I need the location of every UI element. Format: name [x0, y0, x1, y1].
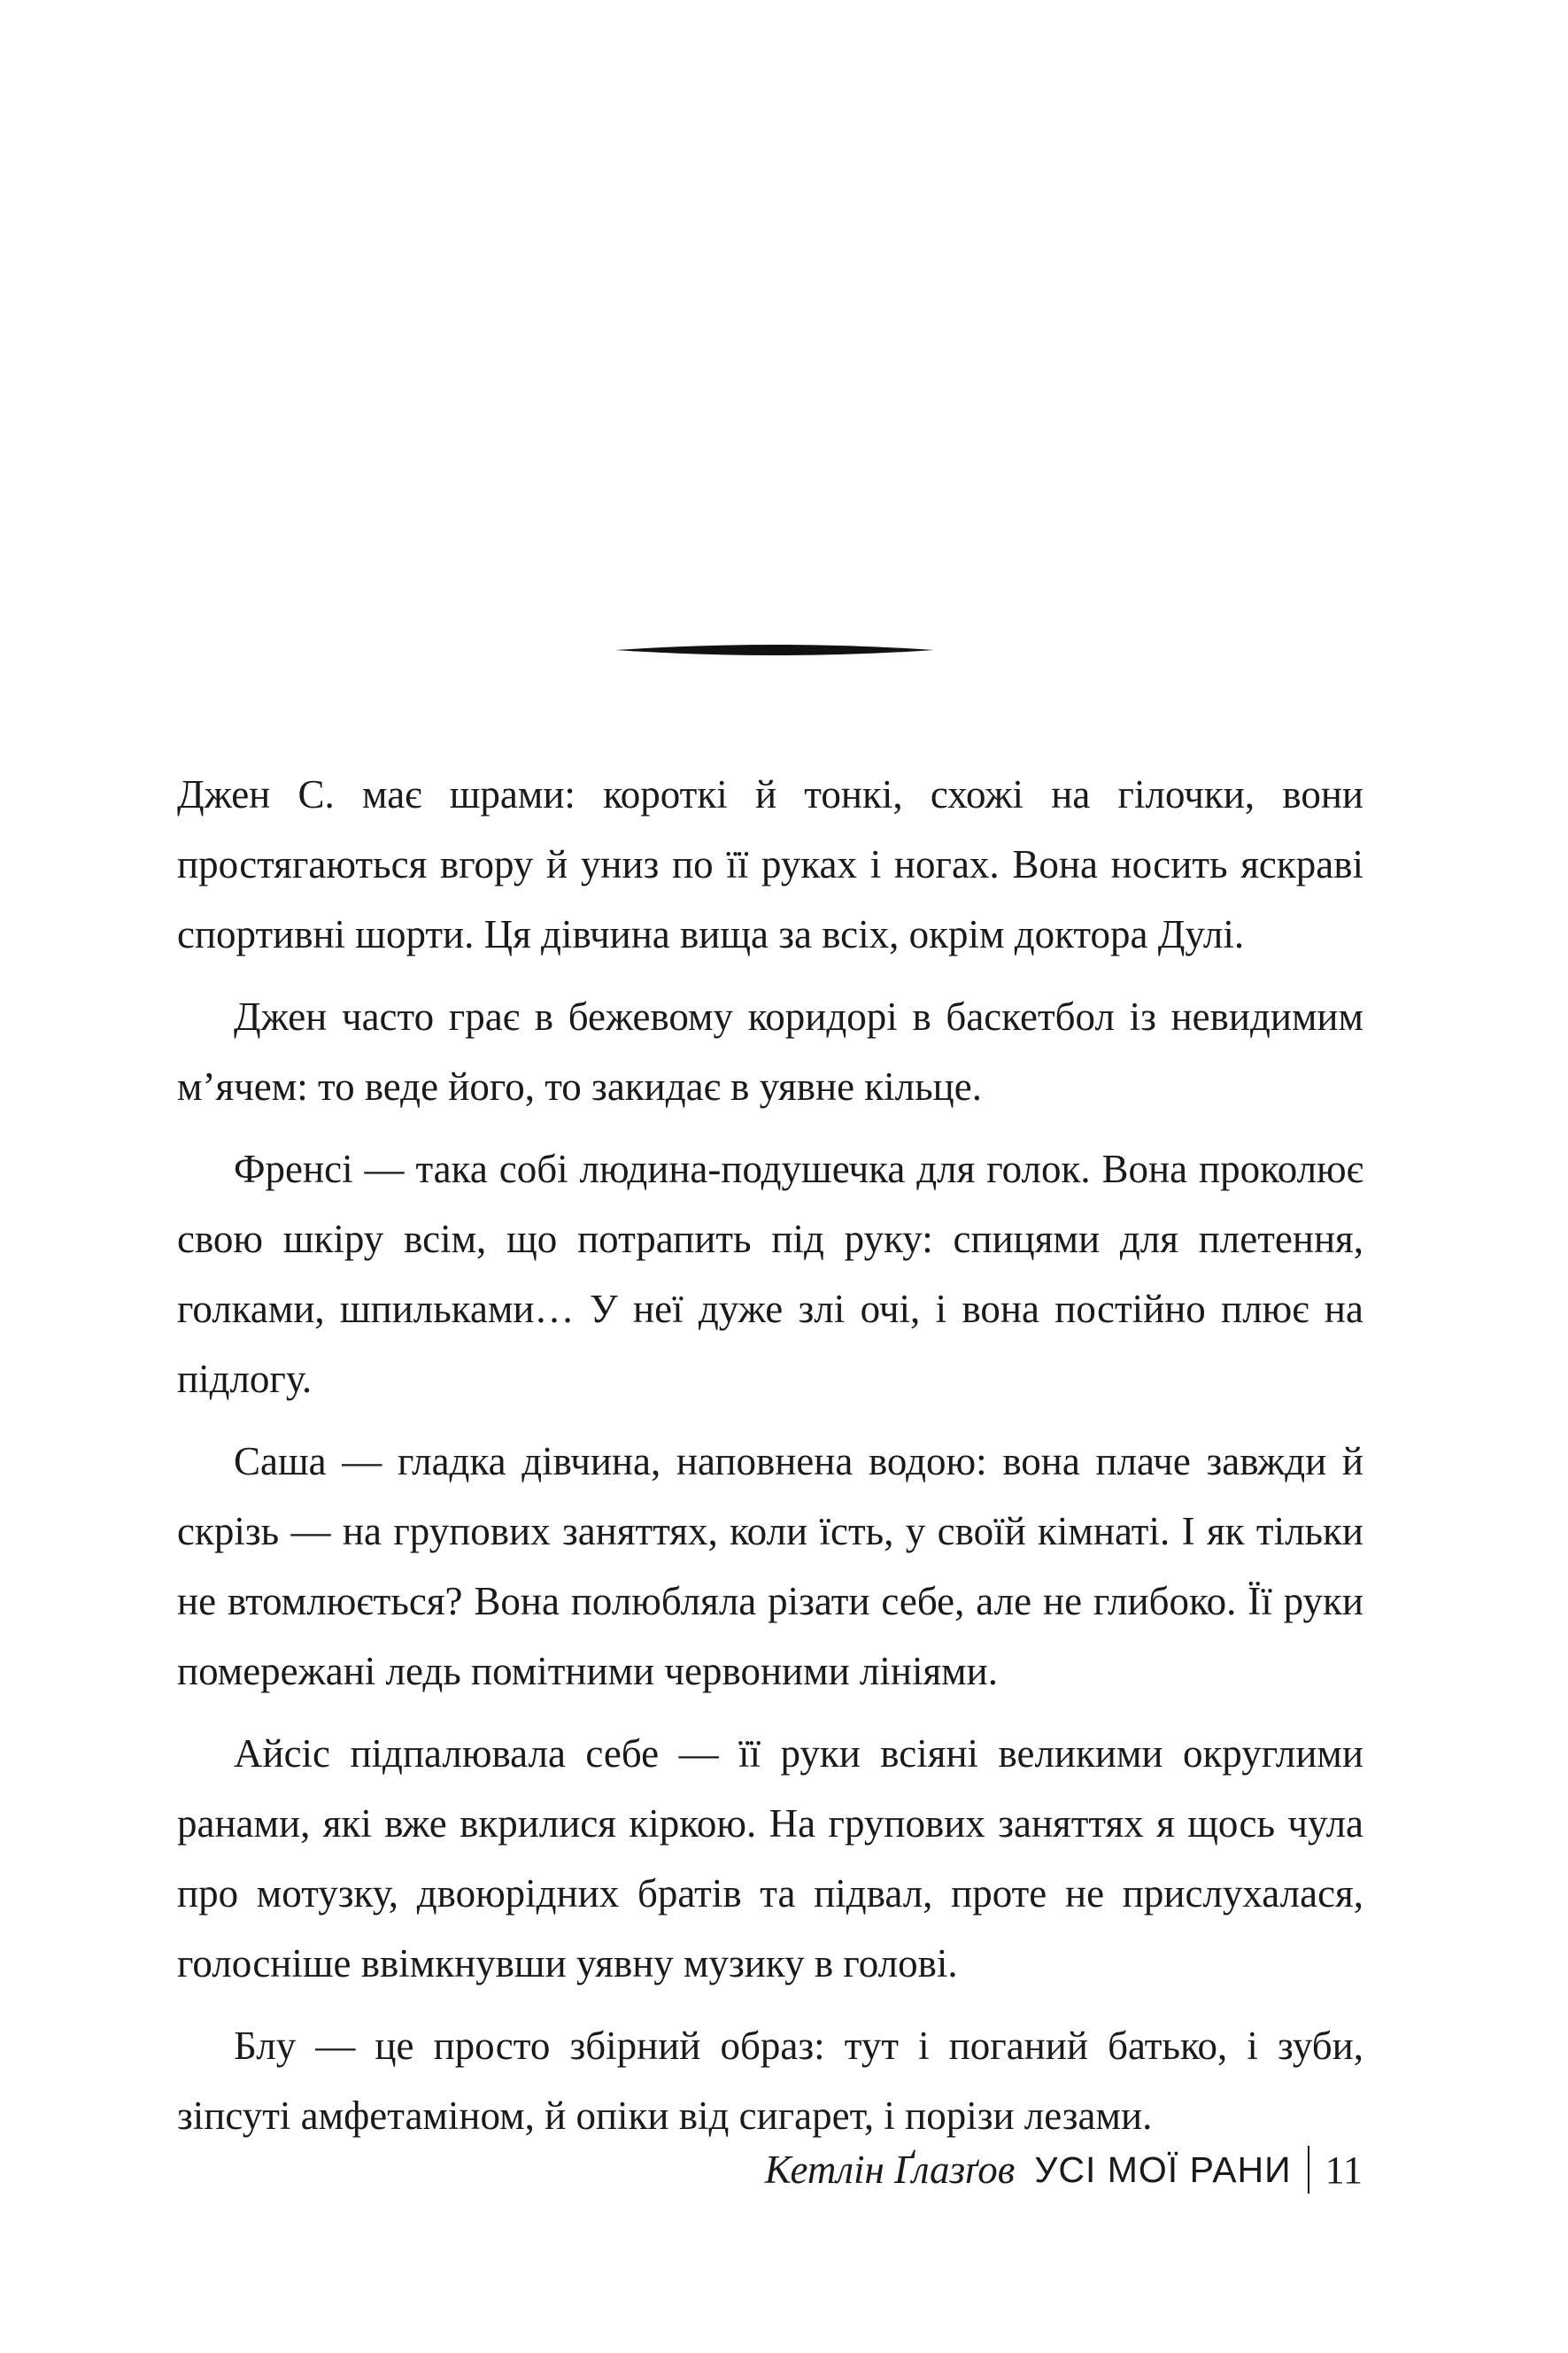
- paragraph-jen-basketball: Джен часто грає в бежевому коридорі в баскетбол із невидимим м’ячем: то веде його, то закидає в уявне кільце.: [177, 995, 1363, 1109]
- page-number: 11: [1325, 2148, 1363, 2192]
- paragraph-sasha: Саша — гладка дівчина, наповнена водою: вона плаче завжди й скрізь — на групових заняттях, коли їсть, у своїй кімнаті. І як тільки не втомлюється? Вона полюбляла різати себе, але не глибоко. Її руки помережані ледь помітними червоними лініями.: [177, 1439, 1363, 1693]
- footer-book-title: УСІ МОЇ РАНИ: [1034, 2148, 1292, 2190]
- section-divider-ornament: [615, 644, 934, 656]
- paragraph-jen-scars: Джен С. має шрами: короткі й тонкі, схожі на гілочки, вони простягаються вгору й униз по її руках і ногах. Вона носить яскраві спортивні шорти. Ця дівчина вища за всіх, окрім доктора Дулі.: [177, 772, 1363, 956]
- paragraph-aisis: Айсіс підпалювала себе — її руки всіяні великими округлими ранами, які вже вкрилися кіркою. На групових заняттях я щось чула про мотузку, двоюрідних братів та підвал, проте не прислухалася, голосніше ввімкнувши уявну музику в голові.: [177, 1731, 1363, 1985]
- paragraph-blu: Блу — це просто збірний образ: тут і поганий батько, і зуби, зіпсуті амфетаміном, й опіки від сигарет, і порізи лезами.: [177, 2024, 1363, 2138]
- footer-author: Кетлін Ґлазґов: [764, 2148, 1016, 2192]
- footer-separator: [1308, 2146, 1309, 2194]
- running-footer: [765, 2143, 1363, 2196]
- paragraph-frensi: Френсі — така собі людина-подушечка для голок. Вона проколює свою шкіру всім, що потрапить під руку: спицями для плетення, голками, шпильками… У неї дуже злі очі, і вона постійно плює на підлогу.: [177, 1147, 1363, 1401]
- chapter-body-text: [177, 760, 1363, 2163]
